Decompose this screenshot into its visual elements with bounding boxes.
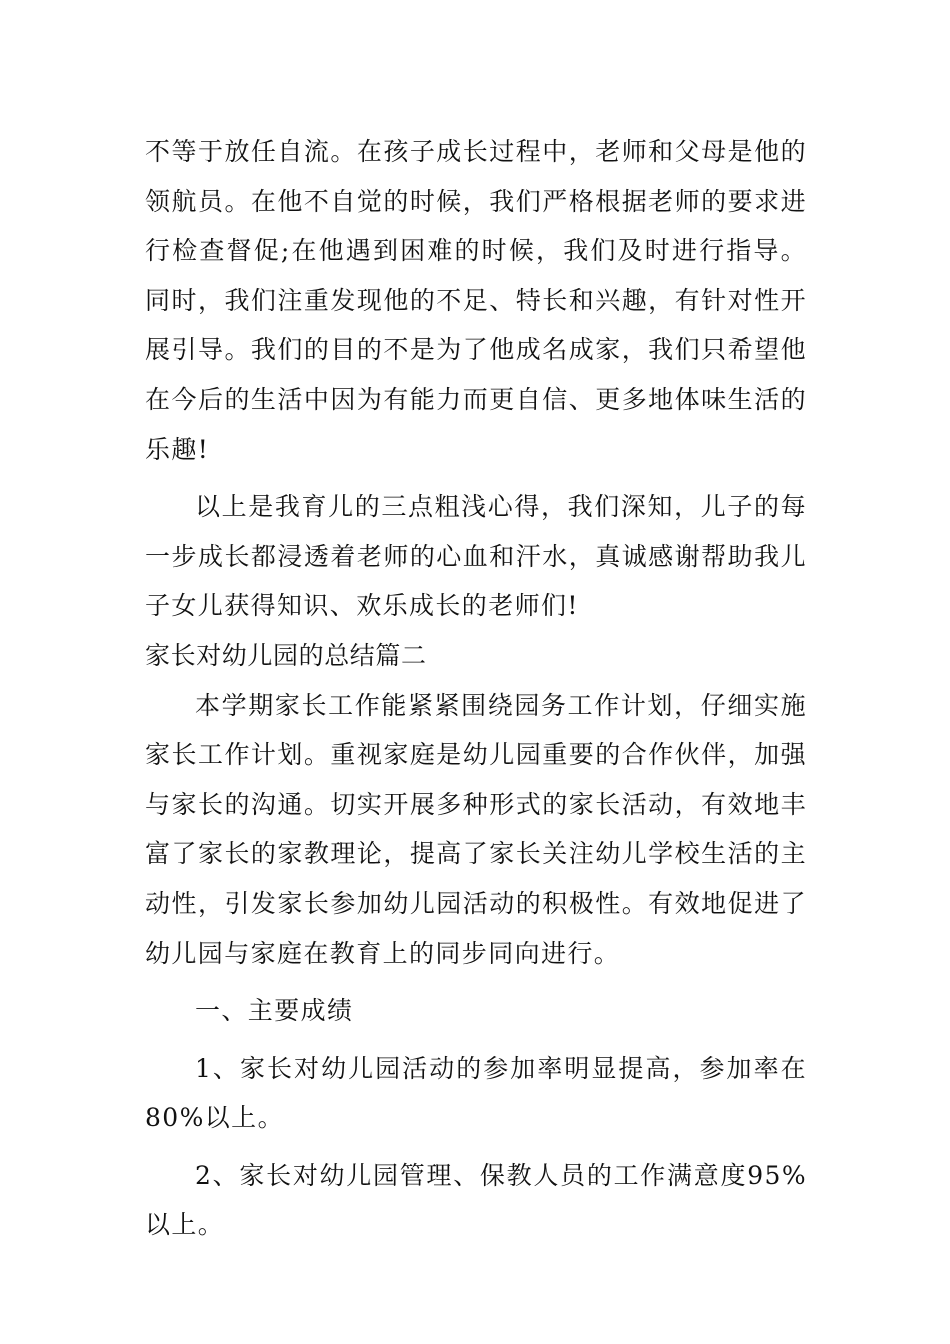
paragraph-continuation: 不等于放任自流。在孩子成长过程中，老师和父母是他的领航员。在他不自觉的时候，我们严格根据老师的要求进行检查督促;在他遇到困难的时候，我们及时进行指导。同时，我们注重发现他的不足、特长和兴趣，有针对性开展引导。我们的目的不是为了他成名成家，我们只希望他在今后的生活中因为有能力而更自信、更多地体味生活的乐趣!	[145, 137, 807, 464]
list-item-satisfaction-rate: 2、家长对幼儿园管理、保教人员的工作满意度95%以上。	[145, 1160, 807, 1240]
subheading-main-achievements: 一、主要成绩	[195, 996, 354, 1026]
paragraph-intro-summary: 本学期家长工作能紧紧围绕园务工作计划，仔细实施家长工作计划。重视家庭是幼儿园重要的合作伙伴，加强与家长的沟通。切实开展多种形式的家长活动，有效地丰富了家长的家教理论，提高了家长关注幼儿学校生活的主动性，引发家长参加幼儿园活动的积极性。有效地促进了幼儿园与家庭在教育上的同步同向进行。	[145, 690, 807, 968]
list-item-participation-rate: 1、家长对幼儿园活动的参加率明显提高，参加率在80%以上。	[145, 1053, 807, 1133]
section-title: 家长对幼儿园的总结篇二	[145, 640, 427, 670]
paragraph-closing-thanks: 以上是我育儿的三点粗浅心得，我们深知，儿子的每一步成长都浸透着老师的心血和汗水，真诚感谢帮助我儿子女儿获得知识、欢乐成长的老师们!	[145, 492, 807, 621]
document-body	[145, 127, 807, 1250]
